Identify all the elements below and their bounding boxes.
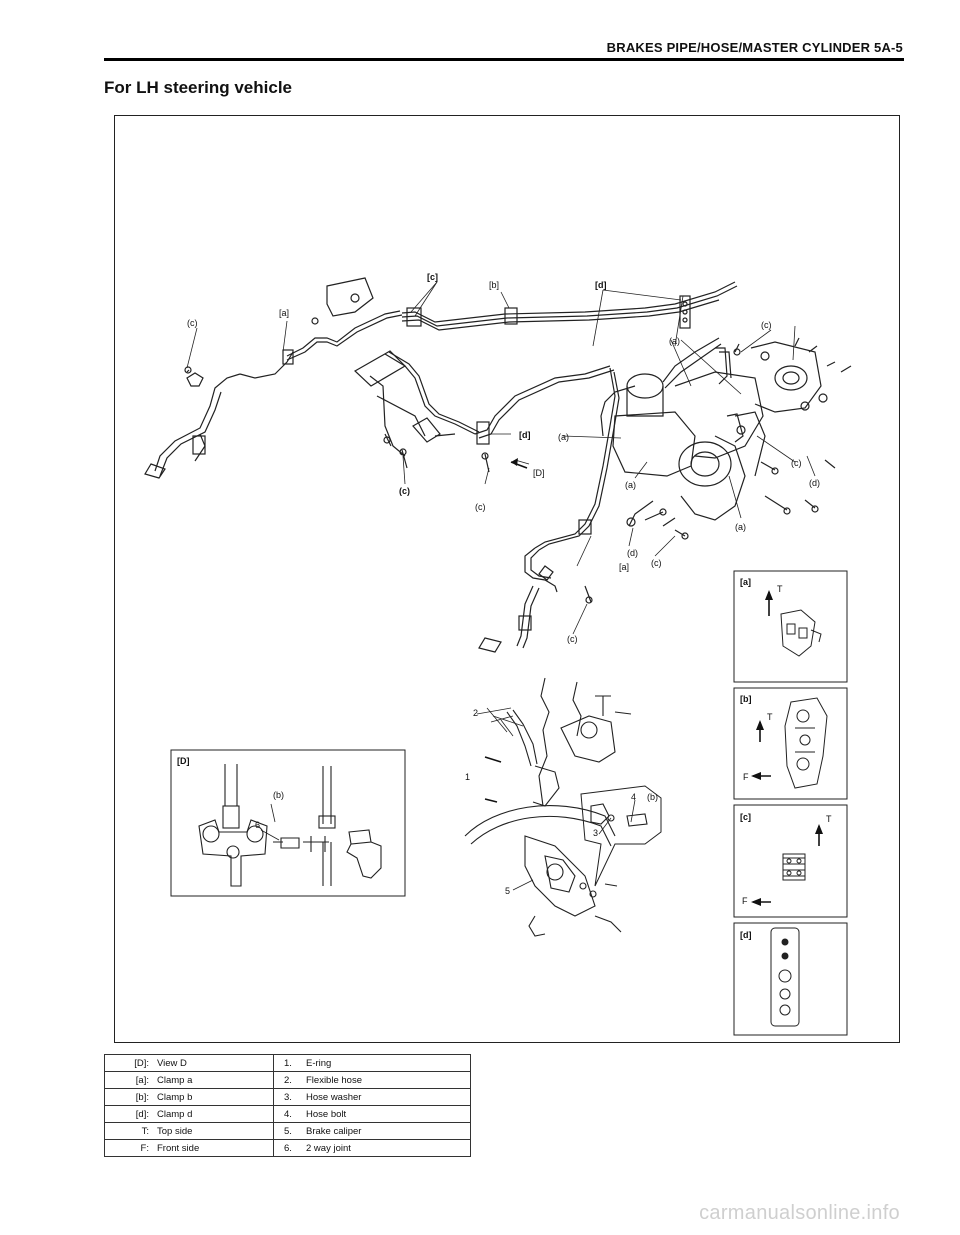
clamp-c-t: T — [826, 814, 832, 824]
legend-name: Top side — [157, 1125, 193, 1137]
label-a-bottom-right: (a) — [735, 522, 746, 532]
clamp-c-inset — [734, 805, 847, 917]
label-c-clamp: [c] — [427, 272, 438, 282]
main-drawing-labels — [187, 272, 820, 644]
legend-row — [105, 1089, 471, 1106]
label-d-clamp-mid: [d] — [519, 430, 531, 440]
label-c-top-left: (c) — [187, 318, 198, 328]
caliper-num-1: 1 — [465, 772, 471, 782]
clamp-b-inset — [734, 688, 847, 799]
legend-code: F: — [140, 1142, 149, 1154]
legend-code: [D]: — [134, 1057, 149, 1069]
legend-num: 2. — [284, 1074, 292, 1086]
view-d-title: [D] — [177, 756, 190, 766]
main-pipe-drawing — [145, 278, 851, 652]
brake-pipe-diagram — [114, 115, 900, 1043]
clamp-b-title: [b] — [740, 694, 752, 704]
label-c-bolt-mid: (c) — [475, 502, 486, 512]
legend-code: [a]: — [135, 1074, 149, 1086]
legend-num: 4. — [284, 1108, 292, 1120]
legend-table — [104, 1054, 471, 1157]
leader-lines — [187, 282, 815, 634]
view-d-inset — [171, 750, 405, 896]
legend-num: 5. — [284, 1125, 292, 1137]
header-rule — [104, 58, 904, 61]
clamp-a-inset — [734, 571, 847, 682]
legend-item: Hose bolt — [306, 1108, 347, 1120]
view-d-num-6: 6 — [255, 820, 261, 830]
label-a-clamp-top: [a] — [279, 308, 290, 318]
caliper-b-label: (b) — [647, 792, 658, 802]
label-d-clamp-top: [d] — [595, 280, 607, 290]
legend-name: Front side — [157, 1142, 200, 1154]
clamp-c-title: [c] — [740, 812, 751, 822]
legend-name: View D — [157, 1057, 187, 1069]
page-header-title: BRAKES PIPE/HOSE/MASTER CYLINDER 5A-5 — [606, 40, 903, 55]
legend-row — [105, 1123, 471, 1140]
label-c-bottom: (c) — [651, 558, 662, 568]
legend-name: Clamp d — [157, 1108, 193, 1120]
legend-code: T: — [141, 1125, 149, 1137]
clamp-a-title: [a] — [740, 577, 751, 587]
view-d-arrowhead — [511, 458, 518, 466]
clamp-d-title: [d] — [740, 930, 752, 940]
caliper-detail — [465, 678, 661, 936]
label-d-right: (d) — [809, 478, 820, 488]
label-b-clamp: [b] — [489, 280, 500, 290]
legend-num: 6. — [284, 1142, 292, 1154]
caliper-num-3: 3 — [593, 828, 599, 838]
legend-item: 2 way joint — [306, 1142, 351, 1154]
legend-num: 1. — [284, 1057, 292, 1069]
legend-item: Brake caliper — [306, 1125, 362, 1137]
label-a-left: (a) — [558, 432, 569, 442]
label-a-right-top: (a) — [669, 336, 680, 346]
clamp-b-t: T — [767, 712, 773, 722]
clamp-d-inset — [734, 923, 847, 1035]
legend-code: [d]: — [135, 1108, 149, 1120]
section-title: For LH steering vehicle — [104, 78, 292, 97]
legend-item: E-ring — [306, 1057, 332, 1069]
legend-row — [105, 1072, 471, 1089]
legend-row — [105, 1055, 471, 1072]
label-view-d-arrow: [D] — [533, 468, 545, 478]
legend-num: 3. — [284, 1091, 292, 1103]
legend-name: Clamp a — [157, 1074, 193, 1086]
label-c-lowest: (c) — [567, 634, 578, 644]
legend-name: Clamp b — [157, 1091, 193, 1103]
legend-code: [b]: — [135, 1091, 149, 1103]
clamp-c-f: F — [742, 896, 748, 906]
caliper-num-2: 2 — [473, 708, 479, 718]
watermark: carmanualsonline.info — [699, 1202, 900, 1224]
label-c-right: (c) — [791, 458, 802, 468]
legend-item: Flexible hose — [306, 1074, 362, 1086]
diagram-canvas — [115, 116, 901, 1044]
label-a-bottom-left: (a) — [625, 480, 636, 490]
caliper-num-4: 4 — [631, 792, 637, 802]
label-a-clamp-bottom: [a] — [619, 562, 630, 572]
view-d-b-label: (b) — [273, 790, 284, 800]
label-d-bottom: (d) — [627, 548, 638, 558]
legend-row — [105, 1140, 471, 1157]
label-c-bolt-left: (c) — [399, 486, 410, 496]
clamp-a-t: T — [777, 584, 783, 594]
clamp-b-f: F — [743, 772, 749, 782]
caliper-num-5: 5 — [505, 886, 511, 896]
legend-row — [105, 1106, 471, 1123]
legend-item: Hose washer — [306, 1091, 362, 1103]
label-c-right-top: (c) — [761, 320, 772, 330]
